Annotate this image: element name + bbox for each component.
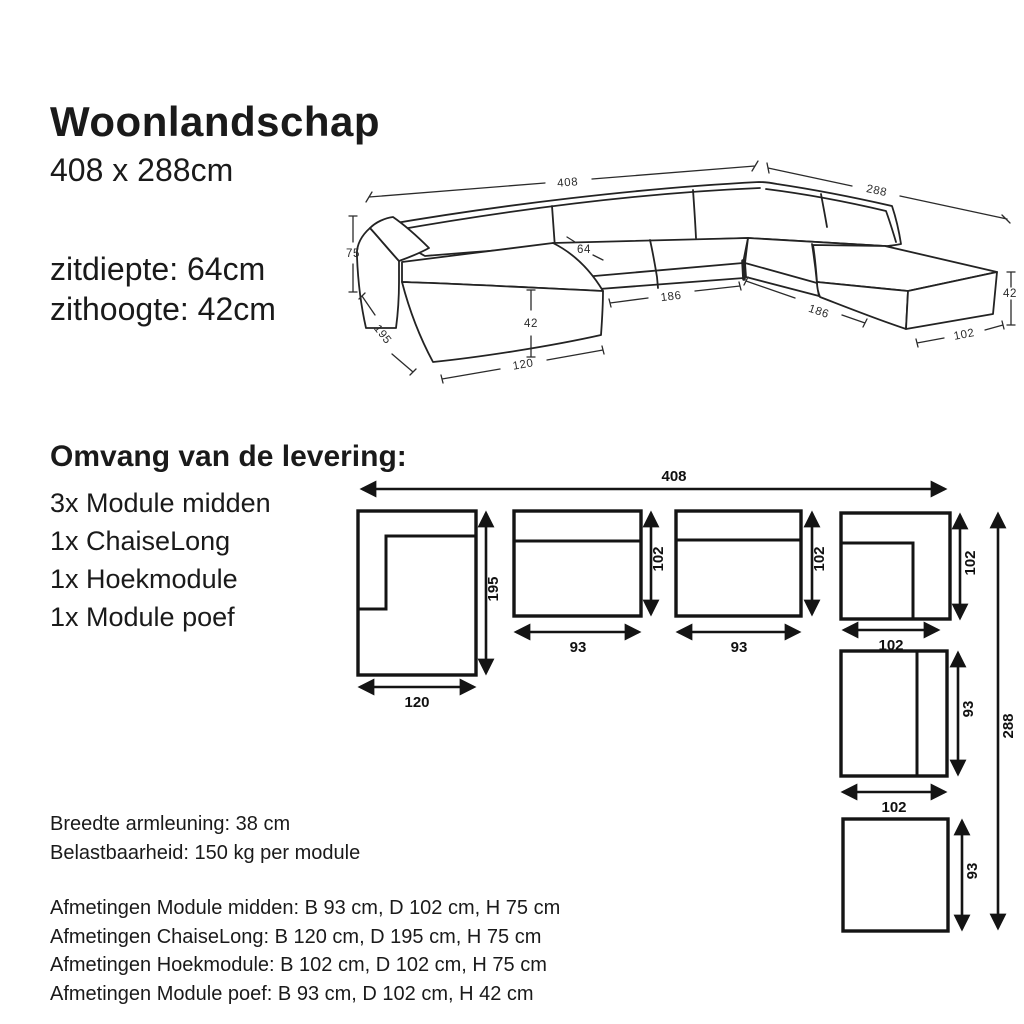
- iso-dim-102-label: 102: [952, 327, 976, 343]
- iso-dim-42R-label: 42: [1003, 288, 1017, 300]
- plan-chaise-depth-label: 195: [485, 576, 502, 602]
- isometric-sofa-drawing: [340, 130, 1024, 420]
- plan-dim-total-depth: [998, 514, 1017, 928]
- dims-midden-text: Afmetingen Module midden: B 93 cm, D 102 cm, H 75 cm: [50, 897, 561, 919]
- iso-dim-75-label: 75: [346, 248, 360, 260]
- delivery-item-chaise: 1x ChaiseLong: [50, 526, 231, 556]
- iso-dim-42-label: 42: [524, 318, 538, 330]
- plan-hoek-width-label: 102: [878, 637, 904, 654]
- load-capacity-text: Belastbaarheid: 150 kg per module: [50, 841, 361, 864]
- plan-midden2-depth-label: 102: [811, 546, 828, 572]
- plan-poef-module: [843, 819, 981, 931]
- plan-midden1-module: [514, 511, 667, 656]
- footer-specs: [50, 810, 560, 1008]
- plan-dim-total-width: [362, 468, 945, 489]
- chaise-front: [402, 282, 603, 362]
- iso-dim-poef-height: [1003, 272, 1017, 325]
- plan-midden1-depth-label: 102: [650, 546, 667, 572]
- iso-dim-120-label: 120: [511, 357, 535, 373]
- page-title: Woonlandschap: [50, 98, 381, 145]
- dims-poef-text: Afmetingen Module poef: B 93 cm, D 102 cm, H 42 cm: [50, 982, 534, 1005]
- plan-midden1-width-label: 93: [569, 639, 587, 656]
- dims-chaise-text: Afmetingen ChaiseLong: B 120 cm, D 195 cm, H 75 cm: [50, 925, 542, 948]
- iso-dim-186R-label: 186: [806, 302, 831, 322]
- seat-specs: [50, 249, 276, 329]
- delivery-item-midden: 3x Module midden: [50, 488, 271, 518]
- iso-dim-195-label: 195: [371, 322, 394, 347]
- dims-hoek-text: Afmetingen Hoekmodule: B 102 cm, D 102 cm, H 75 cm: [50, 954, 547, 976]
- delivery-item-poef: 1x Module poef: [50, 602, 235, 632]
- plan-hoek-depth-label: 102: [962, 550, 979, 576]
- iso-dim-288-label: 288: [865, 183, 889, 200]
- overall-size: 408 x 288cm: [50, 152, 234, 188]
- spacer: [50, 867, 560, 894]
- plan-chaise-width-label: 120: [404, 694, 430, 711]
- plan-midden3-module: [841, 651, 977, 816]
- plan-poef-width-label: 93: [964, 862, 981, 880]
- iso-dim-186L-label: 186: [659, 289, 683, 305]
- plan-chaise-module: [358, 511, 502, 711]
- plan-midden3-width-label: 93: [960, 700, 977, 718]
- iso-dim-408-label: 408: [556, 176, 579, 190]
- plan-midden2-module: [676, 511, 828, 656]
- plan-midden3-depth-label: 102: [881, 799, 907, 816]
- seat-height-text: zithoogte: 42cm: [50, 291, 276, 327]
- delivery-heading: Omvang van de levering:: [50, 440, 407, 473]
- seat-depth-text: zitdiepte: 64cm: [50, 251, 266, 287]
- iso-dim-64-label: 64: [577, 244, 591, 256]
- plan-midden2-width-label: 93: [730, 639, 748, 656]
- corner-edge: [743, 261, 744, 279]
- plan-hoek-module: [841, 513, 979, 654]
- delivery-item-hoek: 1x Hoekmodule: [50, 564, 238, 594]
- plan-408-label: 408: [661, 468, 687, 485]
- plan-288-label: 288: [1000, 713, 1017, 739]
- armrest-width-text: Breedte armleuning: 38 cm: [50, 813, 291, 835]
